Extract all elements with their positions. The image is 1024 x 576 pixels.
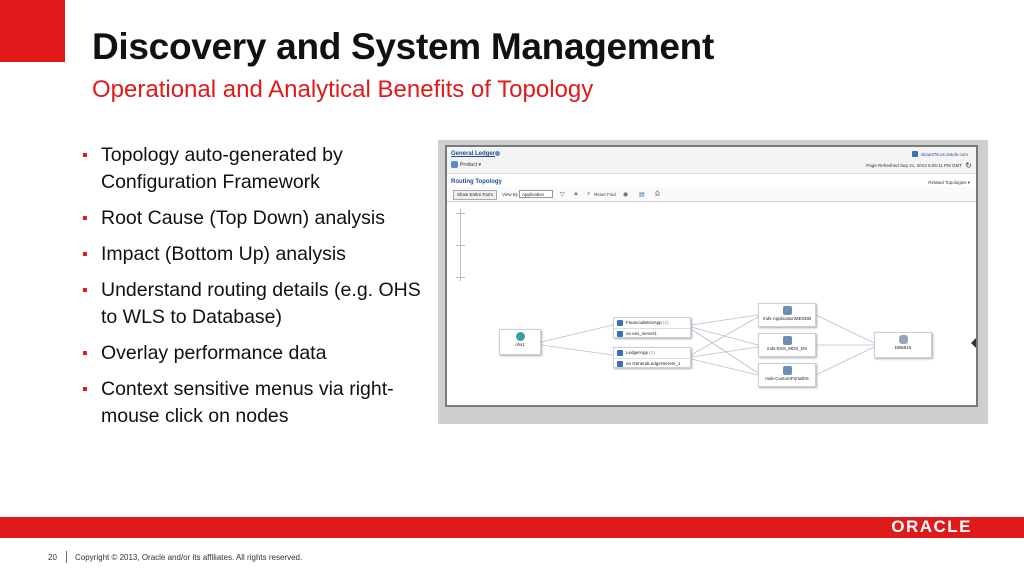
- ledger-server-label: on GeneralLedgerServer_1: [626, 361, 681, 366]
- print-icon[interactable]: ⎙: [655, 191, 660, 197]
- globe-icon: [516, 332, 525, 341]
- reset-find-button[interactable]: Reset Find: [594, 192, 616, 197]
- datasource-icon: [783, 366, 792, 375]
- datasource-label: mds-ApplicationMDSDB: [762, 316, 812, 321]
- related-topologies-menu[interactable]: Related Topologies ▾: [928, 180, 970, 185]
- app-icon: [617, 320, 623, 326]
- server-icon: [617, 361, 623, 367]
- topology-edges: [447, 147, 978, 407]
- ledger-app-count: (1): [649, 350, 655, 355]
- datasource-label: mds-ESS_MDS_DS: [766, 346, 808, 351]
- slide-subtitle: Operational and Analytical Benefits of Topology: [92, 76, 594, 103]
- up-arrow-icon[interactable]: ▲: [573, 191, 579, 197]
- bullet-item: ▪ Root Cause (Top Down) analysis: [82, 205, 442, 232]
- ledger-server-row: [614, 359, 690, 369]
- bullet-item: ▪ Understand routing details (e.g. OHS to WLS to Database): [82, 277, 442, 331]
- refresh-icon[interactable]: ↻: [965, 161, 972, 170]
- show-entire-farm-button[interactable]: Show Entire Farm: [453, 190, 497, 200]
- datasource-node[interactable]: [758, 363, 816, 387]
- ledger-app-label: LedgerApp: [626, 350, 649, 355]
- financials-app-row: [614, 318, 690, 329]
- database-label: DB6818: [894, 345, 912, 350]
- footer-divider: [66, 551, 67, 563]
- routing-topology-title: Routing Topology: [451, 179, 502, 185]
- ledger-app-node[interactable]: [613, 347, 691, 368]
- bullet-item: ▪ Topology auto-generated by Configuration Framework: [82, 142, 442, 196]
- ohs-node[interactable]: [499, 329, 541, 355]
- slide-title: Discovery and System Management: [92, 26, 714, 67]
- datasource-node[interactable]: [758, 303, 816, 327]
- datasource-icon: [783, 336, 792, 345]
- bullet-item: ▪ Context sensitive menus via right-mouse click on nodes: [82, 376, 442, 430]
- bullet-list: [82, 142, 442, 439]
- financials-app-label: FinancialsEssApp: [626, 320, 662, 325]
- product-menu[interactable]: Product ▾: [460, 162, 482, 168]
- red-corner-block: [0, 0, 65, 62]
- find-icon[interactable]: ⌕: [587, 191, 591, 197]
- view-by-label: View By: [502, 192, 519, 197]
- datasource-icon: [783, 306, 792, 315]
- page-number: 20: [48, 553, 57, 562]
- server-icon: [617, 331, 623, 337]
- collapse-panel-arrow-icon[interactable]: [971, 338, 976, 348]
- footer-bar: [0, 517, 1024, 538]
- app-icon: [617, 350, 623, 356]
- host-link[interactable]: slcae378.us.oracle.com: [920, 152, 968, 157]
- financials-app-count: (1): [663, 320, 669, 325]
- layout-icon[interactable]: ▤: [639, 192, 645, 198]
- copyright-text: Copyright © 2013, Oracle and/or its affiliates. All rights reserved.: [75, 553, 303, 562]
- binoculars-icon[interactable]: ◉: [623, 192, 629, 198]
- datasource-label: mds-CustomPortalDS: [765, 376, 809, 381]
- financials-server-label: on ess_server1: [626, 331, 657, 336]
- general-ledger-link[interactable]: General Ledger: [451, 151, 496, 157]
- bullet-item: ▪ Overlay performance data: [82, 340, 442, 367]
- datasource-node[interactable]: [758, 333, 816, 357]
- topology-screenshot: [445, 145, 978, 407]
- filter-icon[interactable]: ▽: [560, 192, 565, 198]
- view-by-select[interactable]: Application: [519, 190, 553, 198]
- financials-server-row: [614, 329, 690, 339]
- oracle-logo: ORACLE: [891, 517, 972, 536]
- database-icon: [899, 335, 908, 344]
- database-node[interactable]: [874, 332, 932, 358]
- financials-app-node[interactable]: [613, 317, 691, 338]
- bullet-item: ▪ Impact (Bottom Up) analysis: [82, 241, 442, 268]
- page-refreshed-text: Page Refreshed Sep 21, 2013 6:06:11 PM GMT: [866, 163, 962, 168]
- ledger-app-row: [614, 348, 690, 359]
- ohs-node-label: ohs1: [515, 342, 525, 347]
